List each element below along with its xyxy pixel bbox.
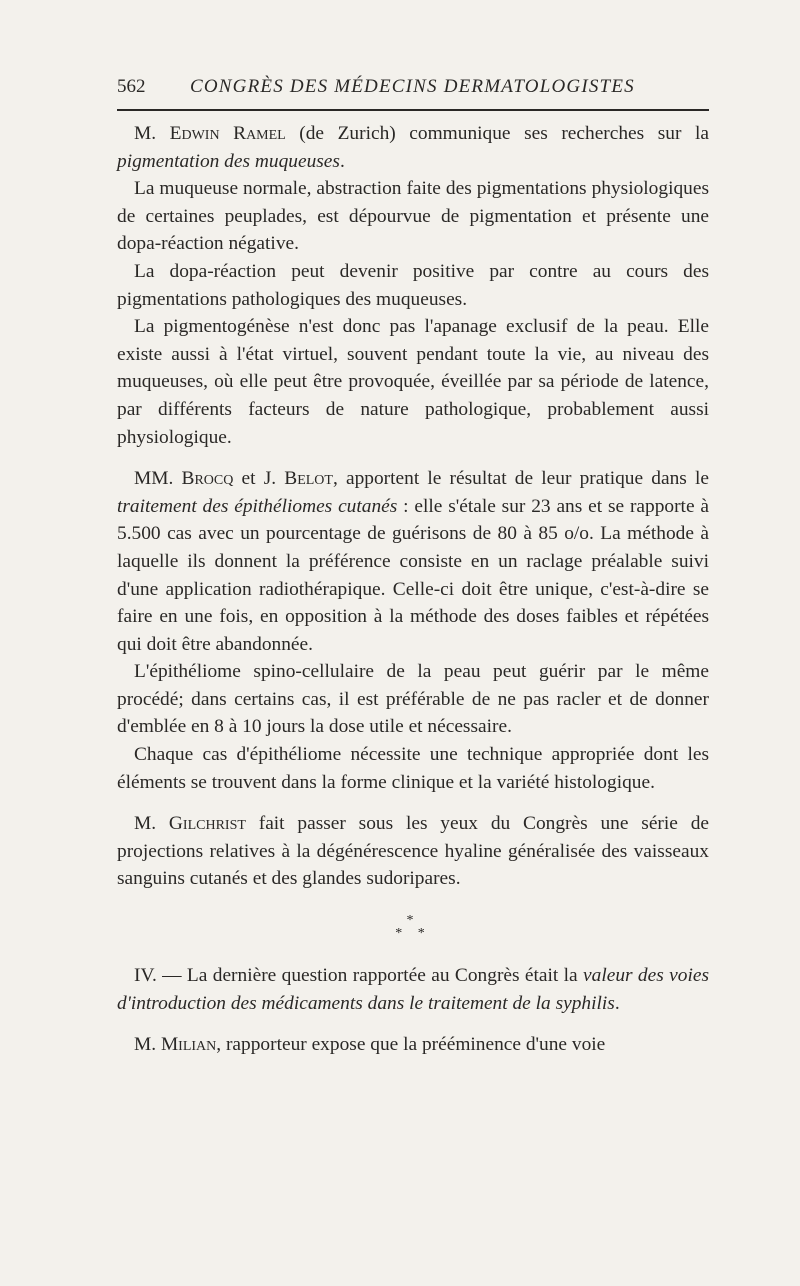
paragraph-section-iv [117, 962, 709, 1017]
author-name: Brocq [181, 468, 234, 490]
separator-stars-bottom: * * [395, 926, 431, 942]
author-name: Edwin Ramel [169, 123, 286, 144]
author-name: Gilchrist [168, 813, 246, 835]
paragraph-text: La dopa-réaction peut devenir positive par contre au cours des pigmentations pathologiques des muqueuses. [117, 260, 709, 310]
emphasized-topic: pigmentation des muqueuses [117, 150, 340, 172]
separator-star-top: * [406, 913, 420, 929]
paragraph-text: Chaque cas d'épithéliome nécessite une technique appropriée dont les éléments se trouvent dans la forme clinique et la variété histologique. [117, 744, 709, 793]
paragraph-ramel [117, 120, 709, 175]
body-text [117, 120, 709, 1059]
paragraph-text: , apportent le résultat de leur pratique dans le [332, 468, 709, 490]
paragraph-milian [117, 1031, 709, 1059]
page-number: 562 [117, 76, 146, 97]
paragraph-text: La muqueuse normale, abstraction faite des pigmentations physiologiques de certaines peuplades, est dépourvue de pigmentation et présente une dopa-réaction négative. [117, 178, 709, 255]
paragraph-brocq-belot [117, 465, 709, 658]
paragraph-prefix: M. [134, 1034, 161, 1056]
paragraph-prefix: M. [134, 123, 170, 144]
paragraph-text: (de Zurich) communique ses recherches sur la [285, 123, 709, 144]
emphasized-topic: valeur des voies d'introduction des médicaments dans le traitement de la syphilis [117, 965, 709, 1014]
section-separator [117, 914, 709, 940]
paragraph-text: , rapporteur expose que la prééminence d'une voie [216, 1034, 606, 1056]
emphasized-topic: traitement des épithéliomes cutanés [117, 495, 398, 517]
paragraph-text: : elle s'étale sur 23 ans et se rapporte à 5.500 cas avec un pourcentage de guérisons de 80 à 85 o/o. La méthode à laquelle ils donnent la préférence consiste en un raclage préalable suivi d'une application radiothérapique. Celle-ci doit être unique, c'est-à-dire se faire en une fois, en opposition à la méthode des doses faibles et répétées qui doit être abandonnée. [117, 495, 709, 655]
paragraph-text: fait passer sous les yeux du Congrès une série de projections relatives à la dégénérescence hyaline généralisée des vaisseaux sanguins cutanés et des glandes sudoripares. [117, 813, 709, 890]
running-title: CONGRÈS DES MÉDECINS DERMATOLOGISTES [190, 76, 635, 97]
paragraph-gilchrist [117, 810, 709, 893]
paragraph-text: La pigmentogénèse n'est donc pas l'apanage exclusif de la peau. Elle existe aussi à l'état virtuel, souvent pendant toute la vie, au niveau des muqueuses, où elle peut être provoquée, éveillée par sa période de latence, par différents facteurs de nature pathologique, probablement aussi physiologique. [117, 316, 709, 448]
header-rule [117, 109, 709, 111]
author-name: Belot [284, 468, 333, 490]
paragraph-prefix: MM. [134, 468, 182, 490]
paragraph-text: L'épithéliome spino-cellulaire de la peau peut guérir par le même procédé; dans certains cas, il est préférable de ne pas racler et de donner d'emblée en 8 à 10 jours la dose utile et nécessaire. [117, 661, 709, 738]
paragraph-text: et J. [233, 468, 285, 490]
paragraph-end: . [339, 150, 345, 172]
author-name: Milian [160, 1034, 217, 1056]
paragraph-prefix: M. [134, 813, 169, 835]
paragraph-text: IV. — La dernière question rapportée au Congrès était la [134, 965, 584, 987]
paragraph-end: . [614, 992, 620, 1014]
